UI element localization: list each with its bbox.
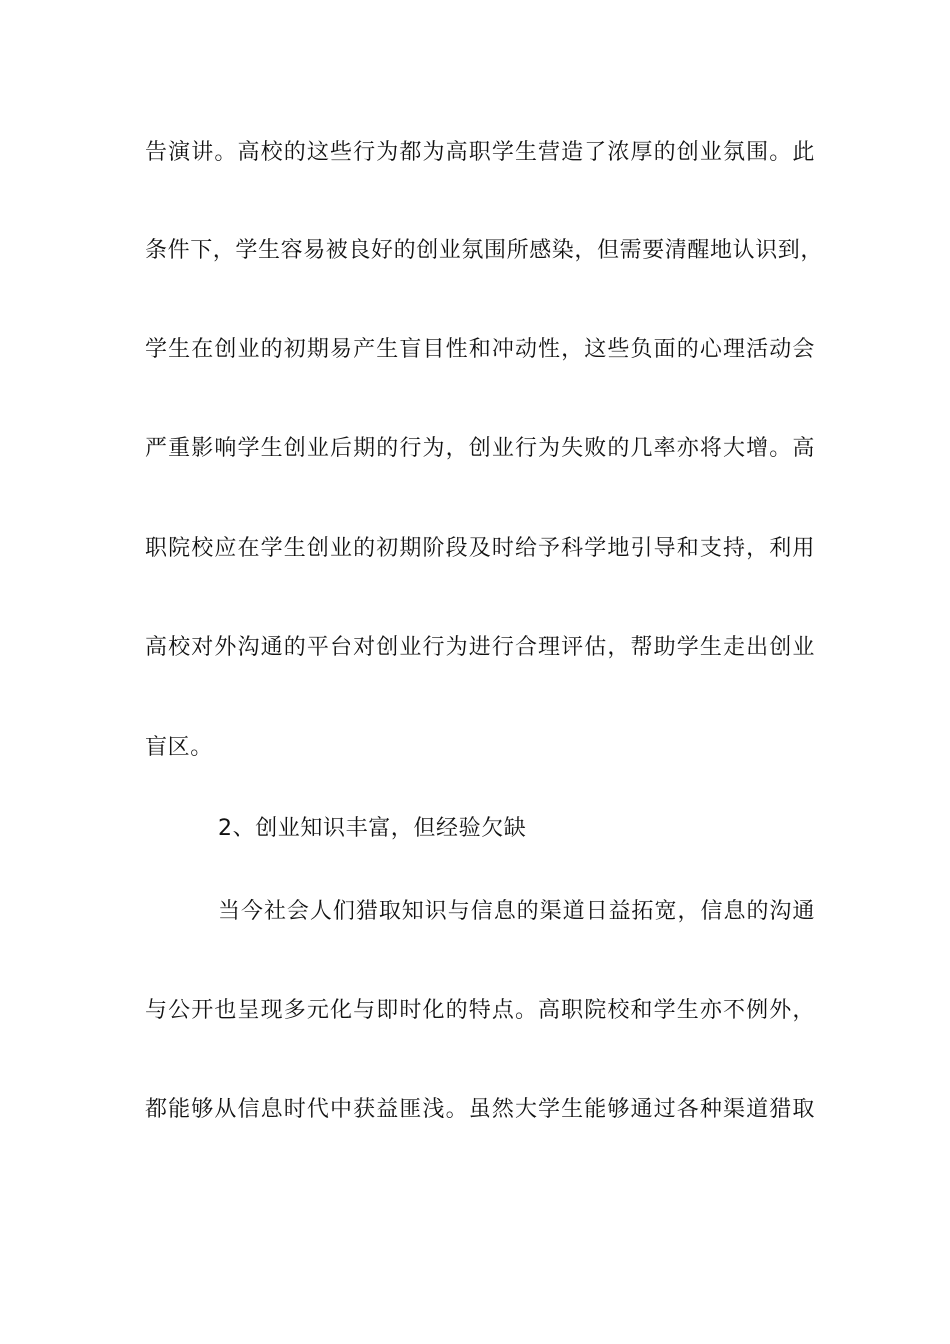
paragraph-line: 与公开也呈现多元化与即时化的特点。高职院校和学生亦不例外，	[145, 998, 815, 1023]
paragraph-line: 告演讲。高校的这些行为都为高职学生营造了浓厚的创业氛围。此	[145, 140, 815, 165]
paragraph-line: 高校对外沟通的平台对创业行为进行合理评估，帮助学生走出创业	[145, 635, 815, 660]
paragraph-line: 严重影响学生创业后期的行为，创业行为失败的几率亦将大增。高	[145, 436, 815, 461]
paragraph-line: 学生在创业的初期易产生盲目性和冲动性，这些负面的心理活动会	[145, 337, 815, 362]
paragraph-line: 当今社会人们猎取知识与信息的渠道日益拓宽，信息的沟通	[218, 899, 815, 924]
paragraph-line: 职院校应在学生创业的初期阶段及时给予科学地引导和支持，利用	[145, 536, 815, 561]
section-heading: 2、创业知识丰富，但经验欠缺	[218, 816, 527, 841]
paragraph-line: 都能够从信息时代中获益匪浅。虽然大学生能够通过各种渠道猎取	[145, 1097, 815, 1122]
paragraph-line: 条件下，学生容易被良好的创业氛围所感染，但需要清醒地认识到，	[145, 238, 824, 263]
paragraph-line: 盲区。	[145, 735, 213, 760]
